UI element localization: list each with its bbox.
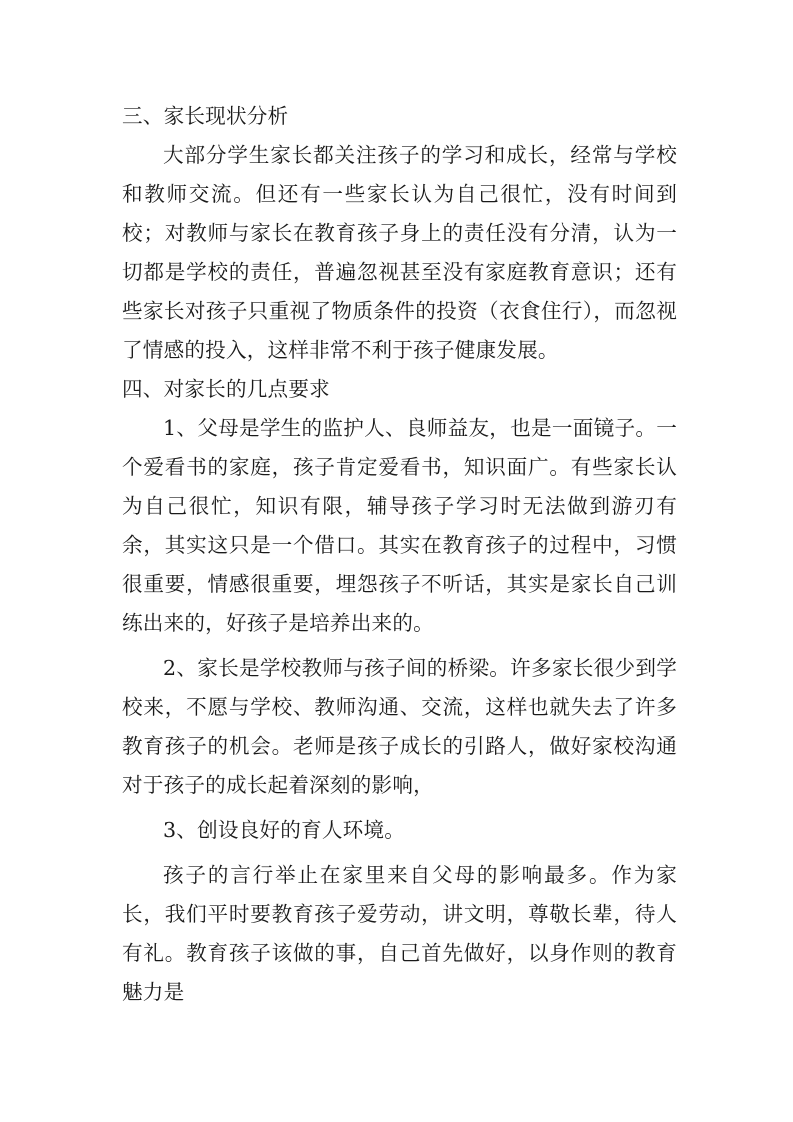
section-heading: 四、对家长的几点要求 [122,377,330,401]
paragraph: 大部分学生家长都关注孩子的学习和成长，经常与学校和教师交流。但还有一些家长认为自己很忙，没有时间到校；对教师与家长在教育孩子身上的责任没有分清，认为一切都是学校的责任，普遍忽视甚至没有家庭教育意识；还有些家长对孩子只重视了物质条件的投资（衣食住行），而忽视了情感的投入，这样非常不利于孩子健康发展。 [122,143,677,362]
paragraph: 2、家长是学校教师与孩子间的桥梁。许多家长很少到学校来，不愿与学校、教师沟通、交流，这样也就失去了许多教育孩子的机会。老师是孩子成长的引路人，做好家校沟通对于孩子的成长起着深刻的影响， [122,656,677,797]
paragraph: 孩子的言行举止在家里来自父母的影响最多。作为家长，我们平时要教育孩子爱劳动，讲文明，尊敬长辈，待人有礼。教育孩子该做的事，自己首先做好，以身作则的教育魅力是 [122,863,677,1004]
paragraph: 3、创设良好的育人环境。 [163,818,406,842]
section-parent-status [122,97,677,370]
section-heading: 三、家长现状分析 [122,104,289,128]
document-body [122,97,677,1012]
paragraph: 1、父母是学生的监护人、良师益友，也是一面镜子。一个爱看书的家庭，孩子肯定爱看书，知识面广。有些家长认为自己很忙，知识有限，辅导孩子学习时无法做到游刃有余，其实这只是一个借口。其实在教育孩子的过程中，习惯很重要，情感很重要，埋怨孩子不听话，其实是家长自己训练出来的，好孩子是培养出来的。 [122,416,677,635]
section-requirements [122,370,677,1012]
